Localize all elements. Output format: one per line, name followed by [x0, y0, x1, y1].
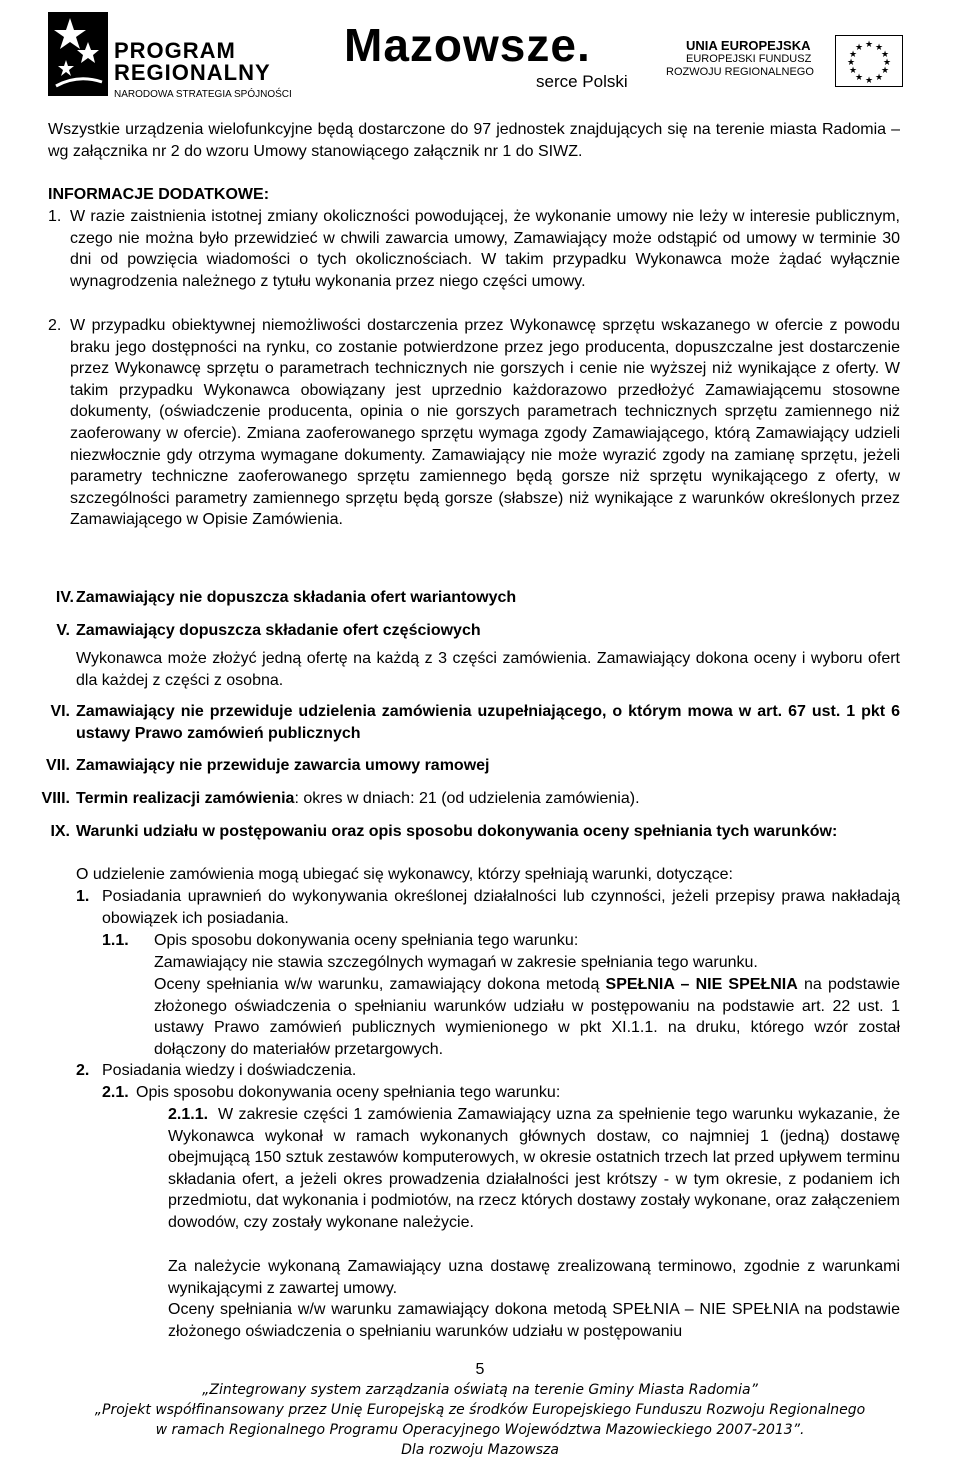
program-logo-emblem — [48, 12, 108, 96]
section-vi-number: VI. — [50, 703, 70, 720]
point11-text-a: Oceny spełniania w/w warunku, zamawiający dokona metodą — [154, 976, 606, 993]
info2-paragraph: W przypadku obiektywnej niemożliwości dostarczenia przez Wykonawcę sprzętu wskazanego w ofercie z powodu braku jego dostępności na rynku, co zostanie potwierdzone przez jego producenta, dopuszczalne jest dostarczenie przez Wykonawcę sprzętu o parametrach technicznych nie gorszych i cenie nie wyższej niż wynikające z oferty. W takim przypadku Wykonawca obowiązany jest uprzednio każdorazowo przedłożyć Zamawiającemu stosowne dokumenty, (oświadczenie producenta, opinia o nie gorszych parametrach technicznych sprzętu zamiennego niż zaoferowany w ofercie). Zmiana zaoferowanego sprzętu wymaga zgody Zamawiającego, którą Zamawiający udzieli niezwłocznie gdy otrzyma wymagane dokumenty. Zamawiający nie może wyrazić zgody na zamianę sprzętu, jeżeli parametry techniczne zaoferowanego sprzętu zamiennego będą gorsze niż sprzętu wynikającego z oferty, w szczególności parametry zamiennego sprzętu będą gorsze (słabsze) niż wynikające z warunków określonych przez Zamawiającego w Opisie Zamówienia. — [70, 317, 900, 529]
footer-cofinancing: „Projekt współfinansowany przez Unię Europejską ze środków Europejskiego Funduszu Rozwoju Regionalnego — [94, 1402, 866, 1418]
program-logo-line2: REGIONALNY — [114, 60, 271, 85]
section-viii-number: VIII. — [41, 790, 70, 807]
svg-text:★: ★ — [880, 50, 890, 60]
point2-number: 2. — [76, 1062, 90, 1079]
mazowsze-logo-subtitle: serce Polski — [536, 72, 628, 91]
eu-line1: UNIA EUROPEJSKA — [686, 38, 811, 53]
section-v-heading: Zamawiający dopuszcza składanie ofert częściowych — [76, 622, 481, 639]
info1-paragraph: W razie zaistnienia istotnej zmiany okoliczności powodującej, że wykonanie umowy nie leży w interesie publicznym, czego nie można było przewidzieć w chwili zawarcia umowy, Zamawiający może odstąpić od umowy w terminie 30 dni od powzięcia wiadomości o tych okolicznościach. W takim przypadku Wykonawca może żądać wyłącznie wynagrodzenia należnego z tytułu wykonania przez niego części umowy. — [70, 208, 900, 290]
info1-number: 1. — [48, 208, 62, 225]
page-number: 5 — [475, 1361, 485, 1378]
point21-title: Opis sposobu dokonywania oceny spełniania tego warunku: — [136, 1084, 561, 1101]
eu-line3: ROZWOJU REGIONALNEGO — [666, 66, 814, 78]
svg-text:★: ★ — [846, 58, 856, 68]
section-vii-heading: Zamawiający nie przewiduje zawarcia umowy ramowej — [76, 757, 490, 774]
point11-number: 1.1. — [102, 932, 129, 949]
svg-text:★: ★ — [874, 43, 884, 53]
point11-line1: Zamawiający nie stawia szczególnych wymagań w zakresie spełniania tego warunku. — [154, 954, 758, 971]
program-regionalny-logo — [48, 12, 318, 100]
svg-text:★: ★ — [882, 58, 892, 68]
section-viii-rest: : okres w dniach: 21 (od udzielenia zamówienia). — [294, 790, 640, 807]
svg-text:★: ★ — [880, 66, 890, 76]
section-ix-heading: Warunki udziału w postępowaniu oraz opis sposobu dokonywania oceny spełniania tych warunków: — [76, 823, 838, 840]
svg-text:★: ★ — [854, 73, 864, 83]
svg-text:★: ★ — [864, 76, 874, 86]
footer-project-title: „Zintegrowany system zarządzania oświatą na terenie Gminy Miasta Radomia” — [202, 1382, 758, 1398]
section-v-text: Wykonawca może złożyć jedną ofertę na każdą z 3 części zamówienia. Zamawiający dokona oceny i wyboru ofert dla każdej z części z osobna. — [76, 650, 900, 689]
section-vi-heading: Zamawiający nie przewiduje udzielenia zamówienia uzupełniającego, o którym mowa w art. 67 ust. 1 pkt 6 ustawy Prawo zamówień publicznych — [76, 703, 900, 742]
svg-text:★: ★ — [848, 66, 858, 76]
section-ix-intro: O udzielenie zamówienia mogą ubiegać się wykonawcy, którzy spełniają warunki, dotyczące: — [76, 866, 733, 883]
point211-number: 2.1.1. — [168, 1106, 209, 1123]
svg-text:★: ★ — [874, 73, 884, 83]
footer-programme: w ramach Regionalnego Programu Operacyjnego Województwa Mazowieckiego 2007-2013”. — [155, 1422, 805, 1438]
svg-text:★: ★ — [854, 43, 864, 53]
section-viii-line — [76, 788, 640, 810]
eu-line2: EUROPEJSKI FUNDUSZ — [686, 53, 812, 65]
point211-paragraph: W zakresie części 1 zamówienia Zamawiający uzna za spełnienie tego warunku wykazanie, że Wykonawca wykonał w ramach wykonanych głównych dostaw, co najmniej 1 (jedną) dostawę obejmującą 150 sztuk zestawów komputerowych, w okresie ostatnich trzech lat przed upływem terminu składania ofert, a jeżeli okres prowadzenia działalności jest krótszy - w tym okresie, z podaniem ich przedmiotu, dat wykonania i podmiotów, na rzecz których dostawy zostały wykonane, oraz załączeniem dowodów, czy zostały wykonane należycie. — [168, 1106, 900, 1231]
svg-text:★: ★ — [864, 40, 874, 50]
point21-number: 2.1. — [102, 1084, 129, 1101]
page-header — [0, 0, 960, 110]
point1-text: Posiadania uprawnień do wykonywania określonej działalności lub czynności, jeżeli przepisy prawa nakładają obowiązek ich posiadania. — [102, 888, 900, 927]
point11-title: Opis sposobu dokonywania oceny spełniania tego warunku: — [154, 932, 579, 949]
point11-text-b: na podstawie złożonego oświadczenia o spełnianiu warunków udziału w postępowaniu na podstawie art. 22 ust. 1 ustawy Prawo zamówień publicznych wymienionego w pkt XI.1.1. na druku, którego wzór został dołączony do materiałów przetargowych. — [154, 976, 901, 1058]
section-iv-heading: Zamawiający nie dopuszcza składania ofert wariantowych — [76, 589, 517, 606]
page-footer — [0, 1360, 960, 1460]
mazowsze-logo-text: Mazowsze. — [344, 19, 591, 71]
mazowsze-logo — [344, 20, 634, 100]
program-logo-line1: PROGRAM — [114, 38, 236, 63]
footer-slogan: Dla rozwoju Mazowsza — [401, 1442, 559, 1458]
section-ix-number: IX. — [50, 823, 70, 840]
point11-paragraph — [154, 974, 900, 1060]
section-viii-bold: Termin realizacji zamówienia — [76, 790, 295, 807]
info-heading: INFORMACJE DODATKOWE: — [48, 186, 270, 203]
point1-number: 1. — [76, 888, 90, 905]
eu-stars-icon — [835, 35, 903, 87]
section-vii-number: VII. — [45, 757, 70, 774]
section-iv-number: IV. — [55, 589, 74, 606]
point211-paragraph-c: Oceny spełniania w/w warunku zamawiający dokona metodą SPEŁNIA – NIE SPEŁNIA na podstawie złożonego oświadczenia o spełnianiu warunków udziału w postępowaniu — [168, 1301, 900, 1340]
info2-number: 2. — [48, 317, 62, 334]
intro-paragraph: Wszystkie urządzenia wielofunkcyjne będą dostarczone do 97 jednostek znajdujących się na terenie miasta Radomia – wg załącznika nr 2 do wzoru Umowy stanowiącego załącznik nr 1 do SIWZ. — [48, 121, 900, 160]
section-v-number: V. — [56, 622, 70, 639]
point2-text: Posiadania wiedzy i doświadczenia. — [102, 1062, 357, 1079]
program-logo-line3: NARODOWA STRATEGIA SPÓJNOŚCI — [114, 89, 292, 100]
svg-text:★: ★ — [848, 50, 858, 60]
point11-method: SPEŁNIA – NIE SPEŁNIA — [605, 976, 798, 993]
point211-paragraph-b: Za należycie wykonaną Zamawiający uzna dostawę zrealizowaną terminowo, zgodnie z warunkami wynikającymi z zawartej umowy. — [168, 1258, 900, 1297]
